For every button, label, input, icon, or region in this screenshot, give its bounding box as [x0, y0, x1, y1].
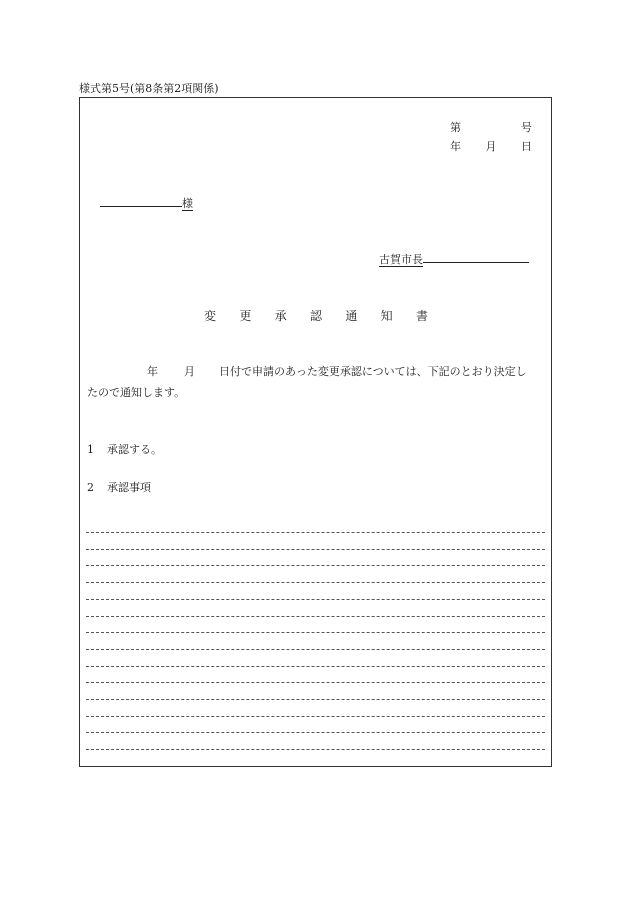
ruled-line[interactable] [86, 649, 545, 650]
document-number-suffix: 号 [521, 121, 532, 134]
item-text: 承認する。 [107, 443, 162, 456]
ruled-line[interactable] [86, 682, 545, 683]
document-number-prefix: 第 [450, 121, 461, 134]
body-line-2: たので通知します。 [87, 386, 186, 399]
notice-title [204, 307, 428, 324]
ruled-line[interactable] [86, 582, 545, 583]
notice-title-char: 認 [309, 309, 322, 323]
notice-title-char: 通 [345, 309, 358, 323]
notice-title-char: 変 [204, 309, 217, 323]
ruled-line[interactable] [86, 732, 545, 733]
issue-date-day: 日 [521, 140, 532, 153]
item-number: 1 [87, 443, 94, 456]
item-approval-matters [87, 479, 151, 495]
addressee-name-field[interactable] [100, 196, 182, 207]
issue-date[interactable] [450, 138, 532, 154]
body-line-1 [147, 363, 527, 379]
ruled-line[interactable] [86, 565, 545, 566]
issue-date-month: 月 [485, 140, 497, 153]
body-month: 月 [184, 365, 195, 378]
notice-title-char: 更 [239, 309, 252, 323]
form-label: 様式第5号(第8条第2項関係) [79, 82, 219, 95]
ruled-line[interactable] [86, 699, 545, 700]
item-approve [87, 441, 162, 457]
ruled-line[interactable] [86, 599, 545, 600]
ruled-line[interactable] [86, 666, 545, 667]
notice-title-char: 書 [415, 309, 428, 323]
notice-title-char: 知 [380, 309, 393, 323]
ruled-line[interactable] [86, 532, 545, 533]
issuer-title: 古賀市長 [379, 253, 423, 266]
ruled-line[interactable] [86, 632, 545, 633]
ruled-line[interactable] [86, 616, 545, 617]
body-line-1-text: 日付で申請のあった変更承認については、下記のとおり決定し [219, 365, 527, 378]
ruled-line[interactable] [86, 716, 545, 717]
addressee [100, 195, 193, 211]
document-number[interactable] [450, 119, 532, 135]
addressee-honorific: 様 [182, 197, 193, 210]
notice-title-char: 承 [274, 309, 287, 323]
body-year: 年 [147, 365, 158, 378]
issue-date-year: 年 [450, 140, 461, 153]
ruled-line[interactable] [86, 749, 545, 750]
ruled-line[interactable] [86, 549, 545, 550]
issuer-name-field[interactable] [423, 252, 529, 263]
item-text: 承認事項 [107, 481, 151, 494]
issuer [379, 251, 529, 267]
item-number: 2 [87, 481, 94, 494]
